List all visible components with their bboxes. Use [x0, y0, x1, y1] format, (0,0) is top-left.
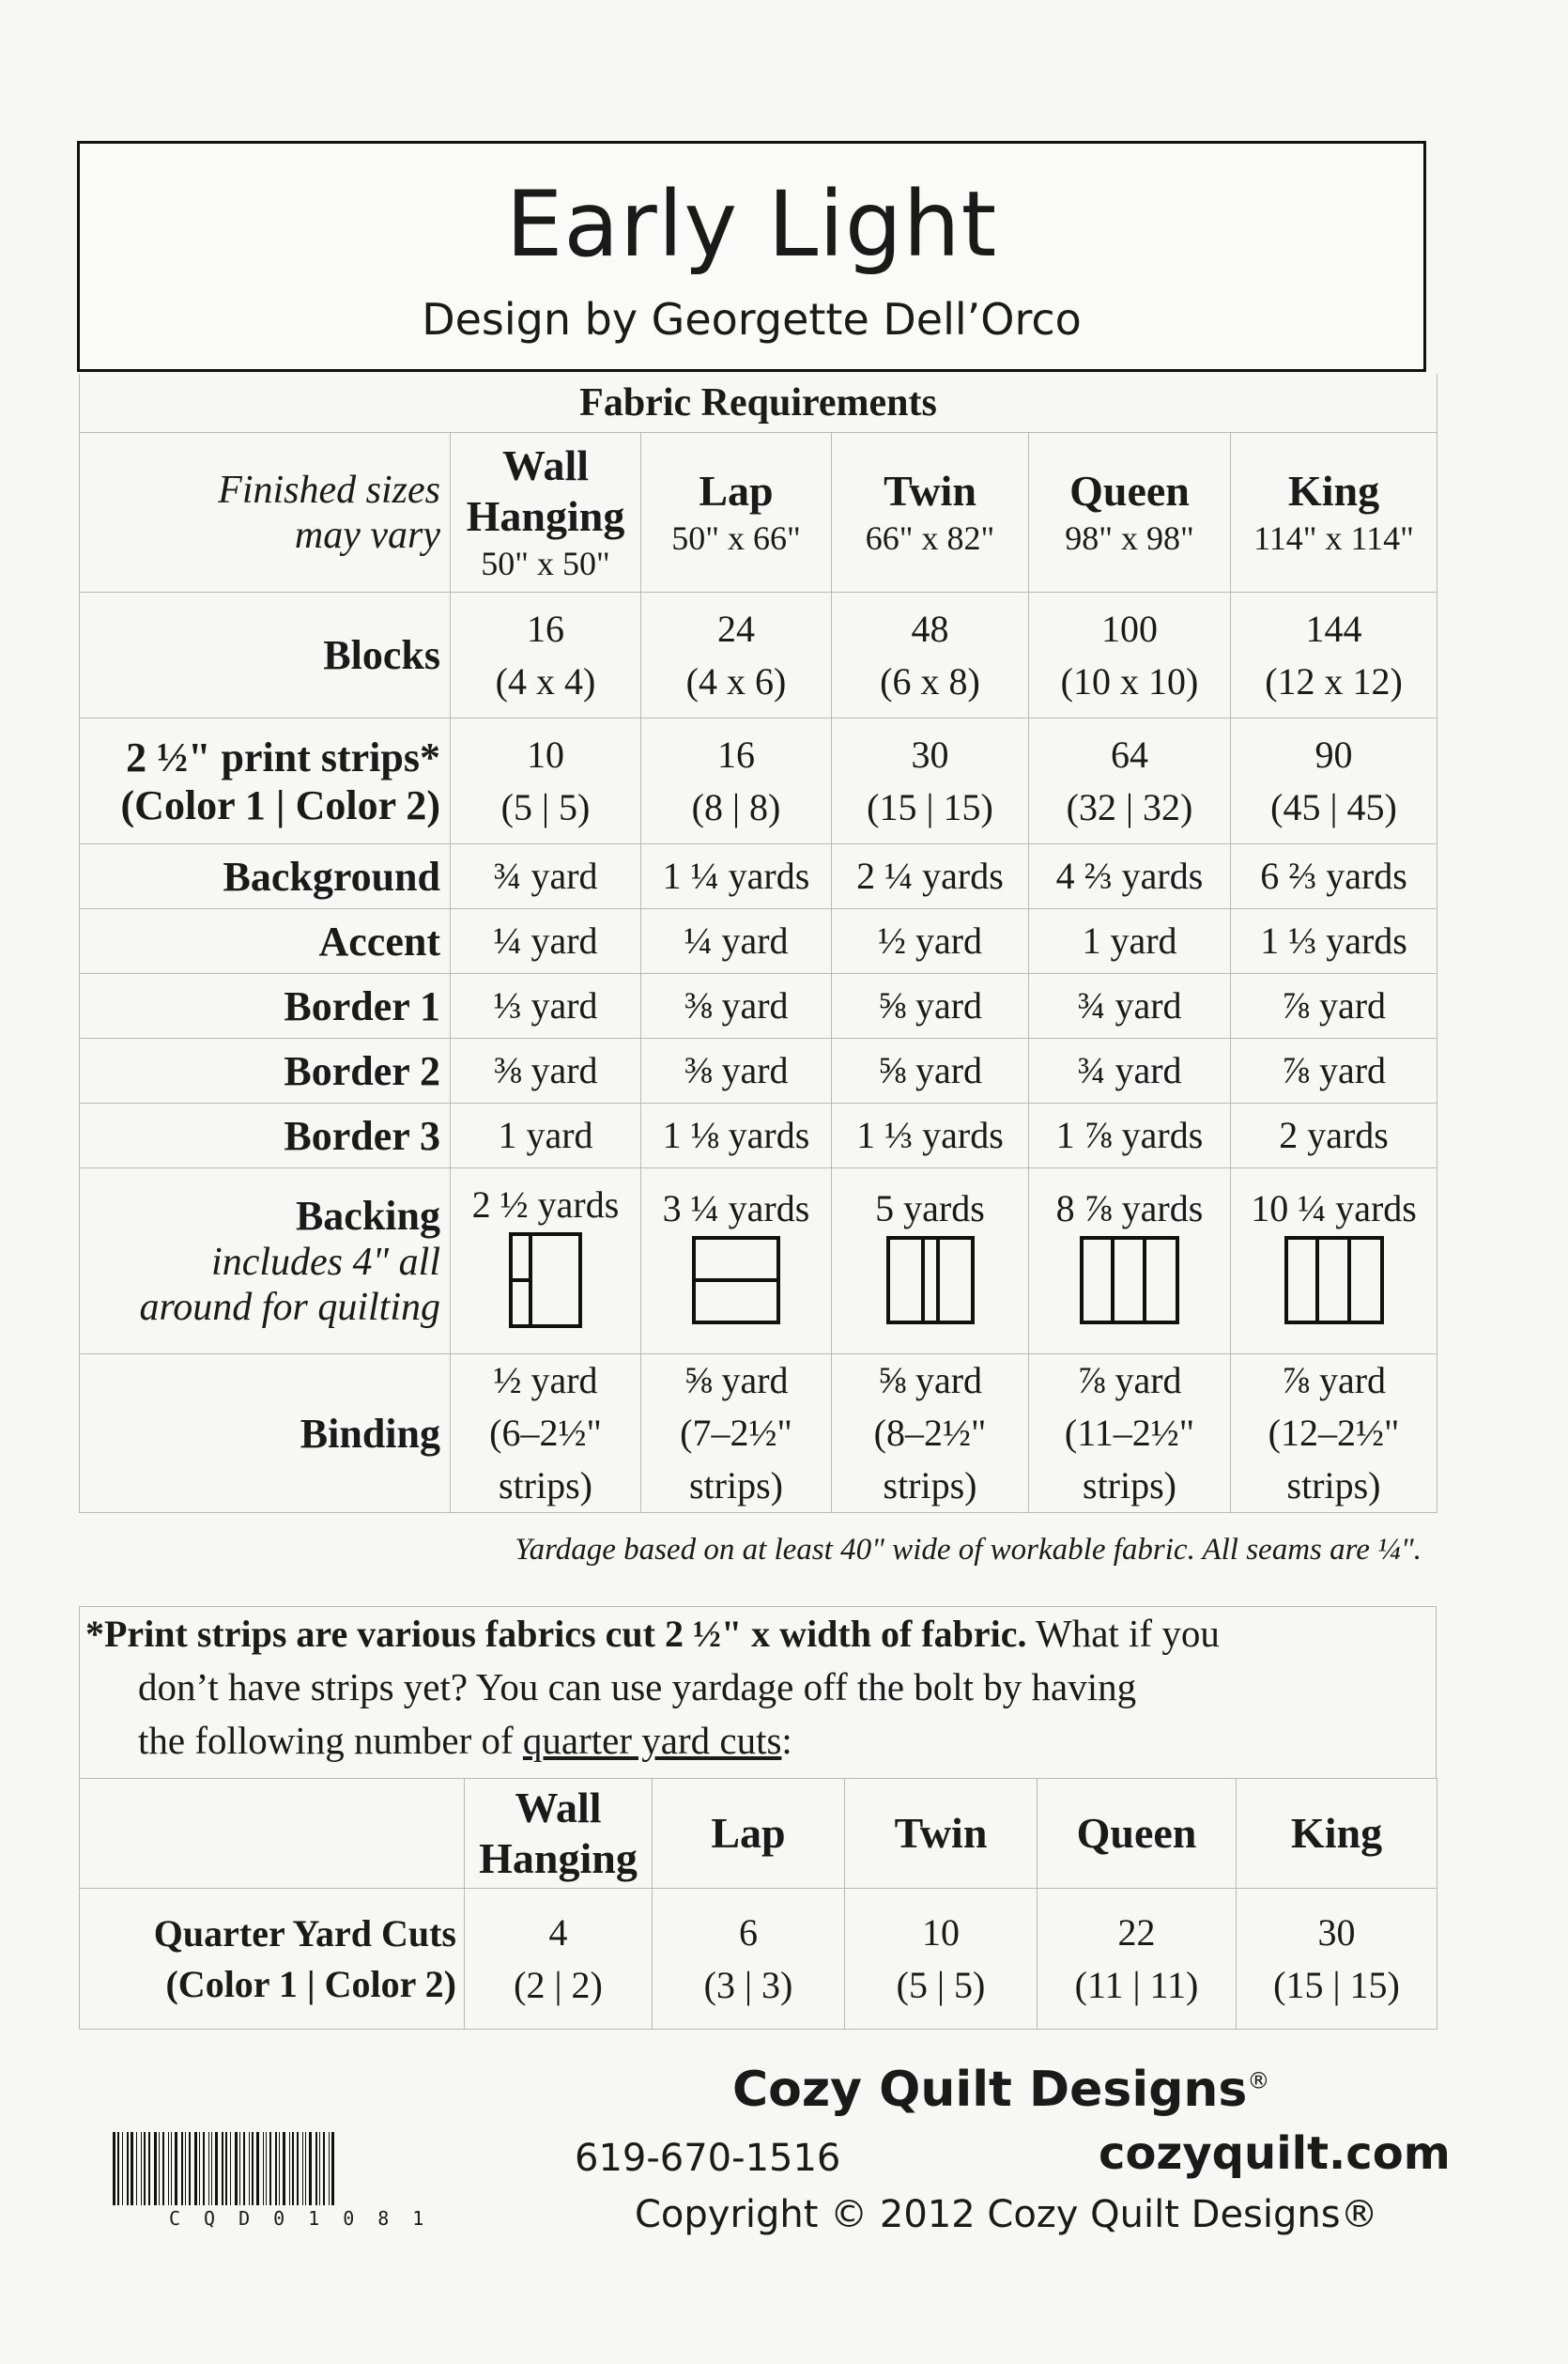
table-cell: ¾ yard: [1029, 1039, 1231, 1104]
note-text: What if you: [1026, 1612, 1220, 1655]
cell-line: ½ yard: [493, 1359, 598, 1401]
row-label: Border 3: [80, 1104, 451, 1168]
quarter-yard-cuts-term: quarter yard cuts: [522, 1719, 782, 1762]
note-line1: [85, 1607, 1421, 1661]
cell-line: strips): [883, 1464, 977, 1506]
table-cell: 2 yards: [1231, 1104, 1437, 1168]
cell-line: (8 | 8): [691, 785, 781, 828]
barcode-bar: [269, 2132, 271, 2205]
cell-line: (11 | 11): [1074, 1963, 1199, 2006]
cell-line: (15 | 15): [867, 785, 993, 828]
barcode-bar: [194, 2132, 197, 2205]
cell-line: (11–2½": [1064, 1412, 1195, 1454]
blocks-row: [80, 593, 1437, 718]
cell-line: ⅞ yard: [1281, 1359, 1387, 1401]
border-3-row: [80, 1104, 1437, 1168]
column-size: 50" x 50": [481, 544, 610, 582]
barcode-bar: [329, 2132, 330, 2205]
cell-line: 10 ¼ yards: [1251, 1187, 1417, 1229]
barcode-bar: [113, 2132, 115, 2205]
barcode-bars: [113, 2132, 488, 2205]
cell-line: 16: [717, 733, 755, 776]
cell-line: 30: [1317, 1910, 1356, 1954]
table-cell: [845, 1889, 1038, 2030]
barcode-bar: [305, 2132, 306, 2205]
barcode-bar: [252, 2132, 254, 2205]
barcode-bar: [315, 2132, 317, 2205]
cell-line: (6–2½": [489, 1412, 602, 1454]
row-label: [80, 718, 451, 844]
cell-line: 10: [527, 733, 564, 776]
table-cell: 1 yard: [1029, 909, 1231, 974]
table-cell: 6 ⅔ yards: [1231, 844, 1437, 909]
cell-line: (45 | 45): [1270, 785, 1397, 828]
table-cell: 2 ¼ yards: [832, 844, 1029, 909]
cell-line: (12–2½": [1268, 1412, 1400, 1454]
column-name-line1: Wall: [515, 1784, 602, 1831]
table-cell: [1029, 593, 1231, 718]
row-label: Background: [80, 844, 451, 909]
cell-line: strips): [499, 1464, 592, 1506]
column-size: 98" x 98": [1065, 518, 1194, 557]
column-header-queen: [1038, 1779, 1237, 1889]
row-label-line2: (Color 1 | Color 2): [120, 781, 440, 828]
cell-line: (6 x 8): [880, 659, 980, 703]
backing-note-line2: around for quilting: [139, 1286, 440, 1329]
table-cell: [1029, 718, 1231, 844]
cell-line: 24: [717, 607, 755, 650]
binding-row: [80, 1354, 1437, 1513]
cell-line: (7–2½": [680, 1412, 792, 1454]
note-line2: don’t have strips yet? You can use yardage off the bolt by having: [138, 1665, 1137, 1708]
column-name-line2: Hanging: [466, 491, 625, 540]
cell-line: 22: [1117, 1910, 1156, 1954]
designer-credit: Design by Georgette Dell’Orco: [422, 294, 1082, 345]
cell-line: strips): [1083, 1464, 1176, 1506]
cell-line: 144: [1305, 607, 1362, 650]
row-label: Border 1: [80, 974, 451, 1039]
barcode-bar: [279, 2132, 280, 2205]
cell-line: 3 ¼ yards: [662, 1187, 810, 1229]
cell-line: (4 x 6): [685, 659, 787, 703]
barcode-bar: [256, 2132, 259, 2205]
cell-line: ⅞ yard: [1077, 1359, 1182, 1401]
table-cell: [641, 593, 832, 718]
table-cell: ¾ yard: [1029, 974, 1231, 1039]
table-cell: [1231, 593, 1437, 718]
cell-line: (5 | 5): [896, 1963, 986, 2006]
table-cell: [641, 718, 832, 844]
quarter-yard-cuts-table: [79, 1778, 1437, 2030]
column-name-line2: Queen: [1076, 1809, 1197, 1857]
cell-line: 10: [922, 1910, 960, 1954]
table-cell: ⅜ yard: [641, 974, 832, 1039]
table-cell: 1 ⅞ yards: [1029, 1104, 1231, 1168]
note-suffix: :: [781, 1719, 792, 1762]
cell-line: ⅝ yard: [684, 1359, 789, 1401]
cell-line: 4: [548, 1910, 568, 1954]
website-link[interactable]: cozyquilt.com: [1099, 2127, 1451, 2180]
table-cell: 1 ⅛ yards: [641, 1104, 832, 1168]
column-header-twin: [845, 1779, 1038, 1889]
barcode-bar: [243, 2132, 245, 2205]
row-label: Border 2: [80, 1039, 451, 1104]
barcode-bar: [148, 2132, 150, 2205]
table-cell: [832, 718, 1029, 844]
barcode-bar: [302, 2132, 303, 2205]
print-strips-row: [80, 718, 1437, 844]
note-line3: [85, 1714, 1421, 1768]
barcode-bar: [189, 2132, 191, 2205]
barcode-bar: [154, 2132, 157, 2205]
column-header-king: [1231, 433, 1437, 593]
yardage-footnote: Yardage based on at least 40" wide of workable fabric. All seams are ¼".: [515, 1533, 1422, 1567]
barcode-bar: [283, 2132, 285, 2205]
copyright-notice: Copyright © 2012 Cozy Quilt Designs®: [635, 2193, 1378, 2236]
column-header-king: [1237, 1779, 1437, 1889]
barcode-bar: [144, 2132, 146, 2205]
row-label-line2: (Color 1 | Color 2): [165, 1962, 456, 2005]
brand-name: Cozy Quilt Designs: [732, 2062, 1248, 2118]
barcode-bar: [203, 2132, 205, 2205]
table-cell: [1231, 1354, 1437, 1513]
barcode-bar: [127, 2132, 129, 2205]
backing-lap-diagram-icon: [691, 1235, 781, 1325]
column-name-line2: King: [1290, 1809, 1383, 1857]
pattern-title: Early Light: [505, 172, 998, 277]
print-strips-note: [79, 1606, 1437, 1778]
cell-line: 30: [911, 733, 949, 776]
accent-row: [80, 909, 1437, 974]
title-box: [77, 141, 1426, 372]
table-cell: ¼ yard: [451, 909, 641, 974]
backing-note-line1: includes 4" all: [211, 1241, 440, 1284]
table-cell: [1231, 718, 1437, 844]
column-header-lap: [641, 433, 832, 593]
table-cell: [451, 718, 641, 844]
barcode-bar: [131, 2132, 133, 2205]
cell-line: (3 | 3): [703, 1963, 793, 2006]
fabric-requirements-table: [79, 374, 1437, 1513]
barcode-number: CQD01081: [169, 2207, 448, 2230]
backing-label: Backing: [295, 1193, 440, 1239]
cell-line: 6: [739, 1910, 758, 1954]
barcode-bar: [292, 2132, 294, 2205]
cell-line: (4 x 4): [495, 659, 596, 703]
table-cell: ¼ yard: [641, 909, 832, 974]
barcode-bar: [266, 2132, 267, 2205]
table-cell: 1 yard: [451, 1104, 641, 1168]
table-cell: ⅜ yard: [451, 1039, 641, 1104]
table-cell: [641, 1354, 832, 1513]
cell-line: (2 | 2): [514, 1963, 603, 2006]
column-name-line2: Twin: [894, 1809, 988, 1857]
barcode-bar: [199, 2132, 200, 2205]
backing-row: [80, 1168, 1437, 1354]
column-header-twin: [832, 433, 1029, 593]
border-1-row: [80, 974, 1437, 1039]
barcode-bar: [331, 2132, 334, 2205]
cell-line: strips): [689, 1464, 783, 1506]
phone-number: 619-670-1516: [575, 2137, 841, 2180]
row-label-line1: 2 ½" print strips*: [126, 734, 440, 780]
table-cell: 4 ⅔ yards: [1029, 844, 1231, 909]
note-prefix: the following number of: [138, 1719, 523, 1762]
empty-header-cell: [80, 1779, 465, 1889]
barcode-bar: [263, 2132, 264, 2205]
barcode-bar: [275, 2132, 277, 2205]
may-vary-line: may vary: [294, 513, 440, 557]
column-name-line2: Twin: [884, 466, 976, 515]
cell-line: 8 ⅞ yards: [1055, 1187, 1204, 1229]
column-header-queen: [1029, 433, 1231, 593]
cell-line: (12 x 12): [1265, 659, 1403, 703]
barcode-bar: [230, 2132, 231, 2205]
barcode-bar: [289, 2132, 290, 2205]
column-name-line2: Hanging: [479, 1834, 638, 1882]
row-label: [80, 1889, 465, 2030]
table-cell: [653, 1889, 845, 2030]
note-bold-text: *Print strips are various fabrics cut 2 ½" x width of fabric.: [85, 1613, 1027, 1655]
column-size: 114" x 114": [1253, 518, 1414, 557]
barcode-bar: [171, 2132, 172, 2205]
cell-line: 5 yards: [875, 1187, 985, 1229]
cell-line: 16: [527, 607, 564, 650]
cell-line: strips): [1286, 1464, 1381, 1506]
cell-line: 90: [1314, 733, 1353, 776]
row-label: [80, 1168, 451, 1354]
cell-line: 100: [1101, 607, 1158, 650]
column-size: 66" x 82": [865, 518, 995, 557]
table-cell: [1029, 1354, 1231, 1513]
barcode-bar: [215, 2132, 218, 2205]
finished-sizes-label: [80, 433, 451, 593]
brand-logo: [732, 2062, 1269, 2118]
table-cell: [832, 593, 1029, 718]
cell-line: (15 | 15): [1273, 1963, 1400, 2006]
table-cell: [1237, 1889, 1437, 2030]
cell-line: 2 ½ yards: [471, 1183, 620, 1226]
barcode-bar: [168, 2132, 169, 2205]
barcode-bar: [225, 2132, 227, 2205]
table-cell: 1 ⅓ yards: [1231, 909, 1437, 974]
table-cell: [641, 1168, 832, 1354]
column-name-line2: Lap: [699, 466, 774, 515]
barcode: [113, 2132, 488, 2235]
barcode-bar: [141, 2132, 142, 2205]
barcode-bar: [222, 2132, 223, 2205]
barcode-bar: [185, 2132, 186, 2205]
barcode-bar: [181, 2132, 183, 2205]
table-cell: 1 ⅓ yards: [832, 1104, 1029, 1168]
cell-line: (10 x 10): [1060, 659, 1199, 703]
row-label: Blocks: [80, 593, 451, 718]
barcode-bar: [122, 2132, 123, 2205]
barcode-bar: [239, 2132, 240, 2205]
table-cell: ½ yard: [832, 909, 1029, 974]
column-name-line2: King: [1287, 466, 1380, 515]
table-cell: [832, 1168, 1029, 1354]
cell-line: (5 | 5): [500, 785, 591, 828]
cell-line: 48: [911, 607, 949, 650]
column-header-wall-hanging: [465, 1779, 653, 1889]
table-cell: ⅞ yard: [1231, 974, 1437, 1039]
column-header-lap: [653, 1779, 845, 1889]
backing-twin-diagram-icon: [885, 1235, 976, 1325]
barcode-bar: [175, 2132, 177, 2205]
table-cell: [1038, 1889, 1237, 2030]
barcode-bar: [249, 2132, 250, 2205]
background-row: [80, 844, 1437, 909]
column-name-line1: Wall: [501, 440, 590, 489]
row-label: Binding: [80, 1354, 451, 1513]
cell-line: 64: [1111, 733, 1148, 776]
column-size: 50" x 66": [671, 518, 801, 557]
quarter-yard-cuts-row: [80, 1889, 1437, 2030]
registered-mark: ®: [1247, 2067, 1270, 2094]
barcode-bar: [136, 2132, 137, 2205]
column-name-line2: Queen: [1069, 466, 1190, 515]
finished-sizes-line: Finished sizes: [218, 468, 440, 512]
column-name-line2: Lap: [711, 1809, 786, 1857]
table-caption: Fabric Requirements: [80, 374, 1437, 433]
table-cell: [451, 1354, 641, 1513]
barcode-bar: [208, 2132, 209, 2205]
border-2-row: [80, 1039, 1437, 1104]
row-label: Accent: [80, 909, 451, 974]
table-cell: ¾ yard: [451, 844, 641, 909]
table-cell: [451, 1168, 641, 1354]
barcode-bar: [117, 2132, 119, 2205]
barcode-bar: [323, 2132, 325, 2205]
backing-queen-diagram-icon: [1079, 1235, 1180, 1325]
table-cell: ⅝ yard: [832, 1039, 1029, 1104]
table-cell: [832, 1354, 1029, 1513]
table-cell: ⅜ yard: [641, 1039, 832, 1104]
table-cell: ⅓ yard: [451, 974, 641, 1039]
barcode-bar: [319, 2132, 320, 2205]
barcode-bar: [297, 2132, 299, 2205]
backing-wall-hanging-diagram-icon: [508, 1231, 583, 1329]
cell-line: ⅝ yard: [877, 1359, 983, 1401]
barcode-bar: [211, 2132, 212, 2205]
table-cell: ⅝ yard: [832, 974, 1029, 1039]
cell-line: (8–2½": [873, 1412, 987, 1454]
table-cell: ⅞ yard: [1231, 1039, 1437, 1104]
barcode-bar: [162, 2132, 164, 2205]
column-header-wall-hanging: [451, 433, 641, 593]
table-cell: 1 ¼ yards: [641, 844, 832, 909]
table-cell: [1231, 1168, 1437, 1354]
backing-king-diagram-icon: [1284, 1235, 1385, 1325]
table-cell: [1029, 1168, 1231, 1354]
barcode-bar: [309, 2132, 312, 2205]
table-cell: [451, 593, 641, 718]
table-cell: [465, 1889, 653, 2030]
cell-line: (32 | 32): [1066, 785, 1193, 828]
barcode-bar: [235, 2132, 238, 2205]
row-label-line1: Quarter Yard Cuts: [153, 1911, 456, 1955]
barcode-bar: [159, 2132, 160, 2205]
